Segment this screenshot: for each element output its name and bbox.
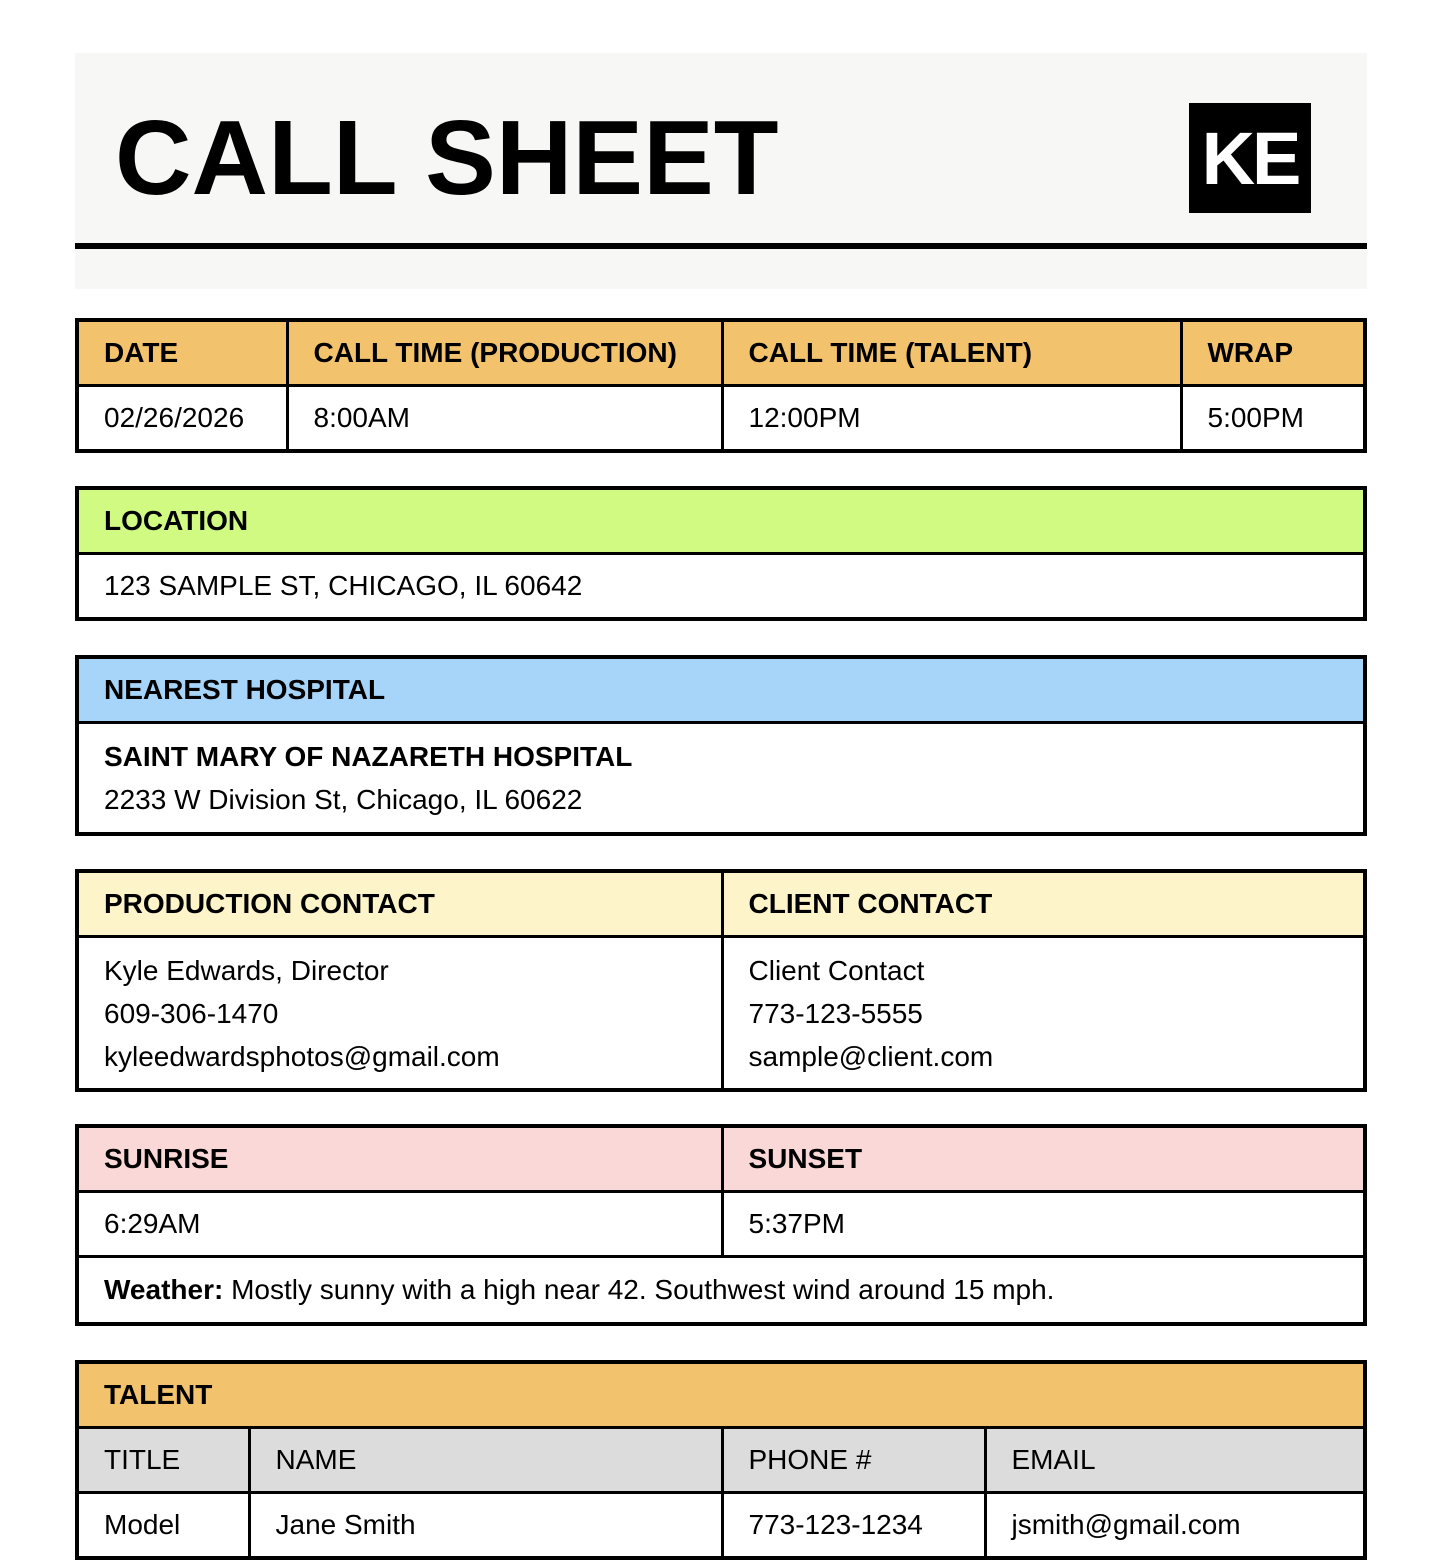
brand-logo: KE [1189, 103, 1311, 213]
talent-col-title: TITLE [77, 1428, 249, 1493]
talent-phone: 773-123-1234 [722, 1493, 985, 1559]
hospital-info [77, 723, 1365, 835]
weather-row [77, 1257, 1365, 1325]
production-contact-label: PRODUCTION CONTACT [77, 871, 722, 937]
talent-col-name: NAME [249, 1428, 722, 1493]
header [75, 53, 1367, 289]
hospital-name: SAINT MARY OF NAZARETH HOSPITAL [104, 741, 633, 772]
call-talent-label: CALL TIME (TALENT) [722, 320, 1181, 386]
hospital-address: 2233 W Division St, Chicago, IL 60622 [104, 784, 583, 815]
talent-title: Model [77, 1493, 249, 1559]
production-contact-name: Kyle Edwards, Director [104, 954, 389, 986]
date-value: 02/26/2026 [77, 386, 287, 452]
client-contact-email: sample@client.com [748, 1040, 994, 1072]
talent-email: jsmith@gmail.com [985, 1493, 1365, 1559]
location-address: 123 SAMPLE ST, CHICAGO, IL 60642 [77, 554, 1365, 620]
call-production-value: 8:00AM [287, 386, 722, 452]
production-contact-phone: 609-306-1470 [104, 997, 279, 1029]
location-label: LOCATION [77, 488, 1365, 554]
schedule-table [75, 318, 1367, 453]
hospital-table [75, 655, 1367, 836]
date-label: DATE [77, 320, 287, 386]
production-contact-email: kyleedwardsphotos@gmail.com [104, 1040, 500, 1072]
production-contact-info [77, 937, 722, 1091]
sunset-label: SUNSET [722, 1126, 1365, 1192]
weather-text: Mostly sunny with a high near 42. Southwest wind around 15 mph. [231, 1274, 1055, 1305]
call-talent-value: 12:00PM [722, 386, 1181, 452]
table-row [77, 1493, 1365, 1559]
client-contact-label: CLIENT CONTACT [722, 871, 1365, 937]
location-table [75, 486, 1367, 621]
wrap-label: WRAP [1181, 320, 1365, 386]
sunrise-label: SUNRISE [77, 1126, 722, 1192]
sunrise-value: 6:29AM [77, 1192, 722, 1257]
sun-table [75, 1124, 1367, 1326]
talent-col-email: EMAIL [985, 1428, 1365, 1493]
talent-col-phone: PHONE # [722, 1428, 985, 1493]
client-contact-info [722, 937, 1365, 1091]
weather-label: Weather: [104, 1274, 224, 1305]
page-title: CALL SHEET [115, 99, 779, 217]
talent-name: Jane Smith [249, 1493, 722, 1559]
client-contact-name: Client Contact [748, 954, 925, 986]
talent-table [75, 1360, 1367, 1560]
contacts-table [75, 869, 1367, 1092]
sunset-value: 5:37PM [722, 1192, 1365, 1257]
header-divider [75, 243, 1367, 249]
client-contact-phone: 773-123-5555 [748, 997, 923, 1029]
hospital-label: NEAREST HOSPITAL [77, 657, 1365, 723]
wrap-value: 5:00PM [1181, 386, 1365, 452]
call-production-label: CALL TIME (PRODUCTION) [287, 320, 722, 386]
talent-label: TALENT [77, 1362, 1365, 1428]
